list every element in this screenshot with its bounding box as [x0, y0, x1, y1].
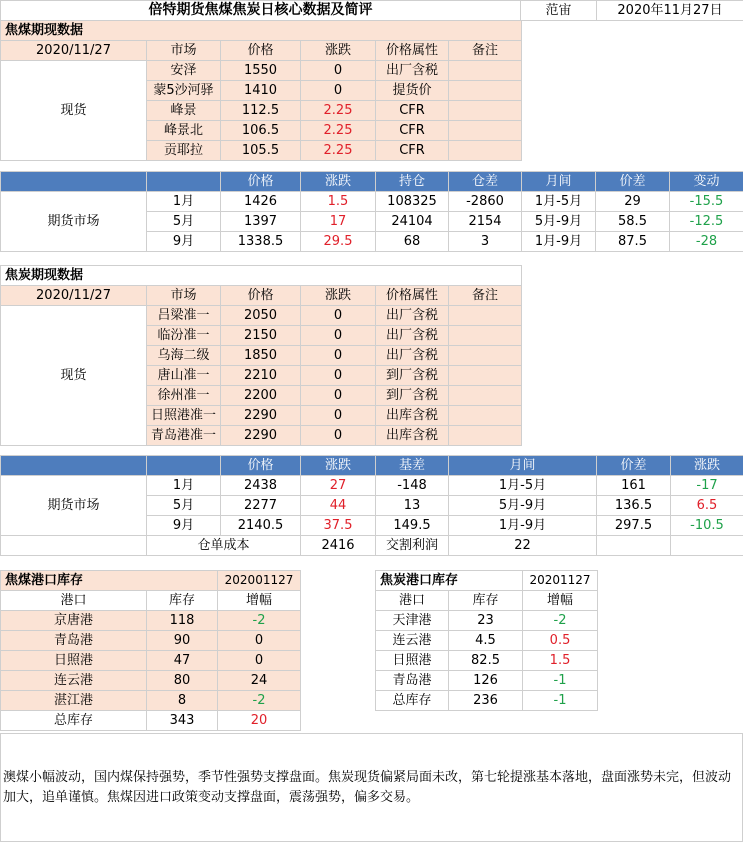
remark — [449, 121, 522, 141]
oi-change: 2154 — [449, 212, 522, 232]
table-row — [376, 691, 598, 711]
col-header: 价格 — [221, 41, 301, 61]
price: 1397 — [221, 212, 301, 232]
col-header: 市场 — [147, 41, 221, 61]
price: 1338.5 — [221, 232, 301, 252]
stock-change: 20 — [218, 711, 301, 731]
group-label: 期货市场 — [1, 192, 147, 252]
contract-month: 1月 — [147, 476, 221, 496]
port-name: 连云港 — [1, 671, 147, 691]
open-interest: 24104 — [376, 212, 449, 232]
stock-change: 1.5 — [523, 651, 598, 671]
market-name: 徐州准一 — [147, 386, 221, 406]
price: 2150 — [221, 326, 301, 346]
col-header: 市场 — [147, 286, 221, 306]
spread-label: 5月-9月 — [449, 496, 597, 516]
col-header: 增幅 — [218, 591, 301, 611]
price-attr: 出厂含税 — [376, 346, 449, 366]
port-name: 总库存 — [1, 711, 147, 731]
table-row — [376, 651, 598, 671]
price: 2438 — [221, 476, 301, 496]
spread-value: 29 — [596, 192, 670, 212]
change: 0 — [301, 426, 376, 446]
spot-date: 2020/11/27 — [1, 41, 147, 61]
stock: 82.5 — [449, 651, 523, 671]
market-name: 蒙5沙河驿 — [147, 81, 221, 101]
spread-label: 1月-9月 — [449, 516, 597, 536]
table-row — [1, 711, 301, 731]
contract-month: 1月 — [147, 192, 221, 212]
table-row — [376, 611, 598, 631]
price-attr: 出厂含税 — [376, 306, 449, 326]
stock-change: -1 — [523, 671, 598, 691]
port-name: 湛江港 — [1, 691, 147, 711]
table-row — [1, 611, 301, 631]
price-attr: CFR — [376, 101, 449, 121]
spread-label: 5月-9月 — [522, 212, 596, 232]
price: 2277 — [221, 496, 301, 516]
stock-change: -2 — [523, 611, 598, 631]
spread-value: 87.5 — [596, 232, 670, 252]
spread-delta: -10.5 — [671, 516, 743, 536]
oi-change: 3 — [449, 232, 522, 252]
table-row — [1, 306, 522, 326]
remark — [449, 386, 522, 406]
stock: 236 — [449, 691, 523, 711]
change: 27 — [301, 476, 376, 496]
market-name: 吕梁准一 — [147, 306, 221, 326]
stock-change: -2 — [218, 611, 301, 631]
spread-value: 136.5 — [597, 496, 671, 516]
table-row — [1, 671, 301, 691]
remark — [449, 101, 522, 121]
col-header: 月间 — [449, 456, 597, 476]
stock-change: 0.5 — [523, 631, 598, 651]
stock: 126 — [449, 671, 523, 691]
coke-port-title: 焦炭港口库存 — [376, 571, 523, 591]
stock: 23 — [449, 611, 523, 631]
spread-value: 161 — [597, 476, 671, 496]
col-header: 备注 — [449, 286, 522, 306]
coking-coal-futures-table — [0, 171, 743, 252]
delivery-profit-label: 交割利润 — [376, 536, 449, 556]
contract-month: 9月 — [147, 516, 221, 536]
port-name: 天津港 — [376, 611, 449, 631]
price: 2050 — [221, 306, 301, 326]
change: 0 — [301, 366, 376, 386]
spread-label: 1月-9月 — [522, 232, 596, 252]
coal-port-date: 202001127 — [218, 571, 301, 591]
spread-delta: 6.5 — [671, 496, 743, 516]
price-attr: CFR — [376, 121, 449, 141]
table-row — [1, 476, 743, 496]
coke-spot-title: 焦炭期现数据 — [1, 266, 522, 286]
market-name: 唐山准一 — [147, 366, 221, 386]
col-header: 涨跌 — [301, 286, 376, 306]
price-attr: 到厂含税 — [376, 386, 449, 406]
port-name: 青岛港 — [1, 631, 147, 651]
change: 0 — [301, 386, 376, 406]
price: 2210 — [221, 366, 301, 386]
coke-port-date: 20201127 — [523, 571, 598, 591]
open-interest: 108325 — [376, 192, 449, 212]
stock-change: 24 — [218, 671, 301, 691]
price: 2290 — [221, 406, 301, 426]
col-header: 库存 — [449, 591, 523, 611]
remark — [449, 141, 522, 161]
price-attr: 提货价 — [376, 81, 449, 101]
price: 1426 — [221, 192, 301, 212]
remark — [449, 346, 522, 366]
stock-change: -2 — [218, 691, 301, 711]
contract-month: 5月 — [147, 212, 221, 232]
port-name: 京唐港 — [1, 611, 147, 631]
col-header: 备注 — [449, 41, 522, 61]
col-header: 涨跌 — [301, 41, 376, 61]
market-name: 临汾准一 — [147, 326, 221, 346]
table-row — [1, 631, 301, 651]
col-header: 涨跌 — [301, 172, 376, 192]
change: 0 — [301, 81, 376, 101]
col-header: 价差 — [596, 172, 670, 192]
delivery-profit: 22 — [449, 536, 597, 556]
remark — [449, 81, 522, 101]
spread-delta: -17 — [671, 476, 743, 496]
spread-value: 297.5 — [597, 516, 671, 536]
open-interest: 68 — [376, 232, 449, 252]
table-row — [1, 61, 522, 81]
port-name: 青岛港 — [376, 671, 449, 691]
report-date: 2020年11月27日 — [597, 1, 743, 21]
spread-delta: -15.5 — [670, 192, 743, 212]
col-header: 价格 — [221, 456, 301, 476]
price: 112.5 — [221, 101, 301, 121]
change: 1.5 — [301, 192, 376, 212]
col-header: 价格 — [221, 286, 301, 306]
stock-change: -1 — [523, 691, 598, 711]
change: 2.25 — [301, 141, 376, 161]
change: 17 — [301, 212, 376, 232]
remark — [449, 426, 522, 446]
table-row — [376, 631, 598, 651]
basis: -148 — [376, 476, 449, 496]
change: 2.25 — [301, 121, 376, 141]
price-attr: 到厂含税 — [376, 366, 449, 386]
market-name: 青岛港准一 — [147, 426, 221, 446]
basis: 13 — [376, 496, 449, 516]
stock: 118 — [147, 611, 218, 631]
market-name: 贡耶拉 — [147, 141, 221, 161]
remark — [449, 366, 522, 386]
col-header: 价格 — [221, 172, 301, 192]
price: 1850 — [221, 346, 301, 366]
stock: 8 — [147, 691, 218, 711]
col-header: 库存 — [147, 591, 218, 611]
change: 29.5 — [301, 232, 376, 252]
remark — [449, 61, 522, 81]
basis: 149.5 — [376, 516, 449, 536]
port-name: 日照港 — [1, 651, 147, 671]
commentary-text: 澳煤小幅波动，国内煤保持强势，季节性强势支撑盘面。焦炭现货偏紧局面未改，第七轮提涨基本落地，盘面涨势未完，但波动加大，追单谨慎。焦煤因进口政策变动支撑盘面，震荡强势，偏多交易。 — [3, 770, 732, 805]
spot-date: 2020/11/27 — [1, 286, 147, 306]
stock: 343 — [147, 711, 218, 731]
col-header: 仓差 — [449, 172, 522, 192]
price-attr: 出库含税 — [376, 426, 449, 446]
coke-port-table — [375, 570, 598, 711]
coke-spot-table — [0, 265, 522, 446]
price-attr: 出厂含税 — [376, 326, 449, 346]
col-header: 价差 — [597, 456, 671, 476]
market-name: 峰景 — [147, 101, 221, 121]
col-header: 基差 — [376, 456, 449, 476]
table-row — [1, 651, 301, 671]
change: 0 — [301, 306, 376, 326]
market-name: 日照港准一 — [147, 406, 221, 426]
warrant-cost: 2416 — [301, 536, 376, 556]
oi-change: -2860 — [449, 192, 522, 212]
price: 2290 — [221, 426, 301, 446]
change: 0 — [301, 346, 376, 366]
change: 2.25 — [301, 101, 376, 121]
change: 44 — [301, 496, 376, 516]
col-header: 价格属性 — [376, 41, 449, 61]
spread-delta: -28 — [670, 232, 743, 252]
coke-futures-table — [0, 455, 743, 556]
table-row — [1, 691, 301, 711]
price: 1410 — [221, 81, 301, 101]
col-header: 涨跌 — [301, 456, 376, 476]
coal-port-title: 焦煤港口库存 — [1, 571, 218, 591]
price: 1550 — [221, 61, 301, 81]
group-label: 现货 — [1, 61, 147, 161]
port-name: 日照港 — [376, 651, 449, 671]
market-name: 乌海二级 — [147, 346, 221, 366]
stock: 90 — [147, 631, 218, 651]
warrant-cost-label: 仓单成本 — [147, 536, 301, 556]
stock: 47 — [147, 651, 218, 671]
col-header: 增幅 — [523, 591, 598, 611]
remark — [449, 326, 522, 346]
change: 0 — [301, 61, 376, 81]
price: 2200 — [221, 386, 301, 406]
col-header: 持仓 — [376, 172, 449, 192]
market-name: 峰景北 — [147, 121, 221, 141]
price: 106.5 — [221, 121, 301, 141]
stock: 4.5 — [449, 631, 523, 651]
author: 范宙 — [521, 1, 597, 21]
commentary-box — [0, 733, 743, 842]
report-title: 倍特期货焦煤焦炭日核心数据及简评 — [1, 1, 521, 21]
group-label: 现货 — [1, 306, 147, 446]
remark — [449, 406, 522, 426]
contract-month: 5月 — [147, 496, 221, 516]
header-table — [0, 0, 743, 21]
remark — [449, 306, 522, 326]
col-header: 价格属性 — [376, 286, 449, 306]
price: 2140.5 — [221, 516, 301, 536]
change: 0 — [301, 406, 376, 426]
spread-label: 1月-5月 — [522, 192, 596, 212]
change: 0 — [301, 326, 376, 346]
col-header: 涨跌 — [671, 456, 743, 476]
spread-delta: -12.5 — [670, 212, 743, 232]
port-name: 连云港 — [376, 631, 449, 651]
coking-coal-spot-title: 焦煤期现数据 — [1, 21, 522, 41]
col-header: 变动 — [670, 172, 743, 192]
price: 105.5 — [221, 141, 301, 161]
col-header: 港口 — [376, 591, 449, 611]
coking-coal-spot-table — [0, 20, 522, 161]
group-label: 期货市场 — [1, 476, 147, 536]
table-row — [1, 192, 743, 212]
table-row — [376, 671, 598, 691]
port-name: 总库存 — [376, 691, 449, 711]
col-header: 月间 — [522, 172, 596, 192]
stock-change: 0 — [218, 631, 301, 651]
market-name: 安泽 — [147, 61, 221, 81]
spread-label: 1月-5月 — [449, 476, 597, 496]
stock: 80 — [147, 671, 218, 691]
price-attr: CFR — [376, 141, 449, 161]
col-header: 港口 — [1, 591, 147, 611]
price-attr: 出厂含税 — [376, 61, 449, 81]
price-attr: 出库含税 — [376, 406, 449, 426]
contract-month: 9月 — [147, 232, 221, 252]
spread-value: 58.5 — [596, 212, 670, 232]
stock-change: 0 — [218, 651, 301, 671]
change: 37.5 — [301, 516, 376, 536]
coal-port-table — [0, 570, 301, 731]
